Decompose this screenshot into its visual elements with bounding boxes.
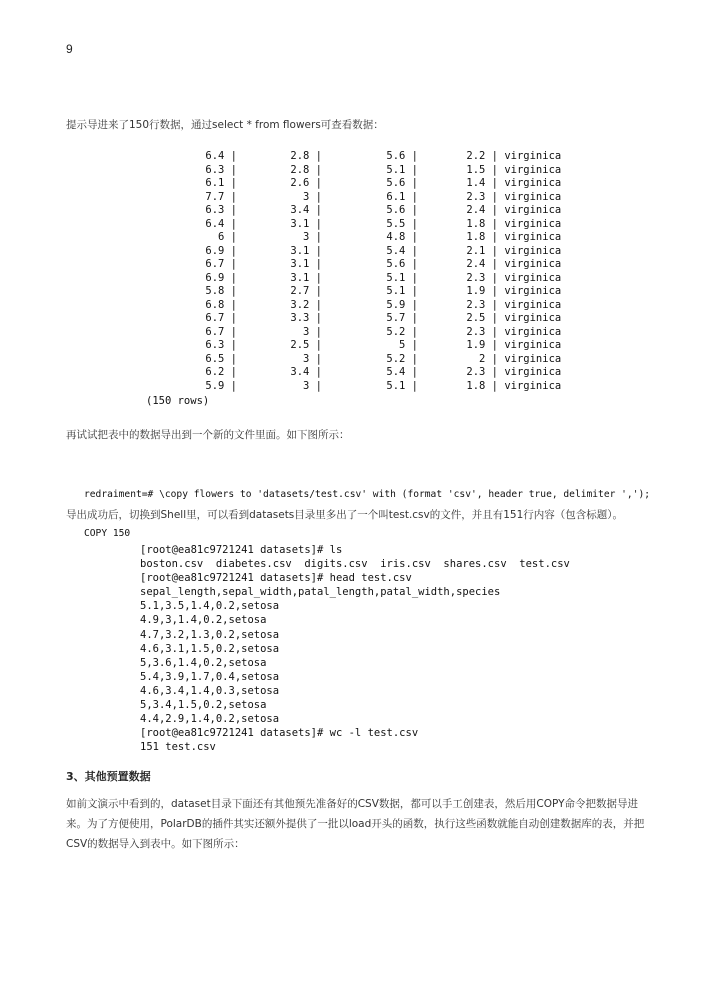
table-cell: 3 | — [303, 325, 322, 338]
table-cell: virginica — [498, 231, 562, 243]
table-cell: 2.2 | — [466, 150, 498, 162]
table-cell: 6.4 | — [205, 150, 237, 162]
table-cell: 5.6 | — [386, 177, 418, 189]
shell-line: 5,3.6,1.4,0.2,setosa — [140, 656, 267, 669]
table-cell: virginica — [498, 204, 562, 216]
table-cell: 2.5 | — [290, 339, 322, 351]
table-cell: 5.4 | — [386, 244, 418, 257]
table-cell: 2.4 | — [466, 258, 498, 270]
shell-line: sepal_length,sepal_width,patal_length,patal_width,species — [140, 586, 501, 599]
table-cell: virginica — [498, 271, 562, 284]
page-number: 9 — [66, 42, 73, 56]
row-count: (150 rows) — [146, 395, 210, 407]
table-cell: 2.3 | — [466, 366, 498, 378]
table-cell: 3.4 | — [290, 204, 322, 216]
table-cell: 2.3 | — [466, 325, 498, 338]
table-cell: 1.8 | — [466, 231, 498, 243]
shell-line: 5,3.4,1.5,0.2,setosa — [140, 699, 267, 712]
table-cell: 5.1 | — [386, 379, 418, 392]
table-cell: 5.2 | — [386, 352, 418, 365]
table-cell: virginica — [498, 366, 562, 378]
table-cell: 5.6 | — [386, 258, 418, 270]
table-cell: 3.1 | — [290, 271, 322, 284]
shell-line: 4.7,3.2,1.3,0.2,setosa — [140, 628, 280, 641]
table-cell: virginica — [498, 339, 562, 351]
shell-line: [root@ea81c9721241 datasets]# ls — [140, 544, 343, 556]
shell-line: [root@ea81c9721241 datasets]# wc -l test.csv — [140, 727, 419, 740]
table-cell: 3.1 | — [290, 217, 322, 230]
table-cell: 6.3 | — [205, 339, 237, 351]
table-cell: 6.9 | — [205, 244, 237, 257]
table-cell: virginica — [498, 190, 562, 203]
table-cell: 2.4 | — [466, 204, 498, 216]
table-cell: 6.4 | — [205, 217, 237, 230]
table-cell: 5.4 | — [386, 366, 418, 378]
table-cell: 5.9 | — [386, 298, 418, 311]
table-cell: virginica — [498, 177, 562, 189]
table-cell: 1.9 | — [466, 285, 498, 297]
table-cell: 3.2 | — [290, 298, 322, 311]
export-paragraph: 再试试把表中的数据导出到一个新的文件里面。如下图所示： — [66, 429, 350, 441]
table-cell: 5.9 | — [205, 379, 237, 392]
shell-line: 4.6,3.1,1.5,0.2,setosa — [140, 642, 280, 655]
table-cell: 6.1 | — [386, 190, 418, 203]
copy-result: COPY 150 — [84, 528, 131, 539]
table-cell: 2 | — [479, 352, 498, 365]
table-cell: 1.5 | — [466, 163, 498, 176]
shell-line: 4.4,2.9,1.4,0.2,setosa — [140, 713, 280, 726]
table-cell: 5.1 | — [386, 285, 418, 297]
shell-paragraph: 导出成功后，切换到Shell里，可以看到datasets目录里多出了一个叫test.csv的文件，并且有151行内容（包含标题）。 — [66, 509, 624, 521]
table-cell: 5.1 | — [386, 163, 418, 176]
table-cell: 3.1 | — [290, 244, 322, 257]
table-cell: virginica — [498, 298, 562, 311]
table-cell: 2.8 | — [290, 163, 322, 176]
table-cell: 6.9 | — [205, 271, 237, 284]
table-cell: 6.7 | — [205, 258, 237, 270]
table-cell: 1.8 | — [466, 217, 498, 230]
shell-line: 5.1,3.5,1.4,0.2,setosa — [140, 600, 280, 613]
table-cell: 5.1 | — [386, 271, 418, 284]
table-cell: 6.2 | — [205, 366, 237, 378]
table-cell: 5.7 | — [386, 312, 418, 324]
shell-line: boston.csv diabetes.csv digits.csv iris.csv shares.csv test.csv — [140, 558, 570, 571]
shell-line: 5.4,3.9,1.7,0.4,setosa — [140, 670, 280, 683]
table-cell: virginica — [498, 379, 562, 392]
table-cell: 6.7 | — [205, 325, 237, 338]
table-cell: virginica — [498, 150, 562, 162]
table-cell: 6.3 | — [205, 163, 237, 176]
table-cell: 3.3 | — [290, 312, 322, 324]
table-cell: 2.3 | — [466, 190, 498, 203]
table-cell: 5.6 | — [386, 204, 418, 216]
table-cell: 2.3 | — [466, 298, 498, 311]
table-cell: 3 | — [303, 231, 322, 243]
table-cell: virginica — [498, 285, 562, 297]
table-cell: 5.8 | — [205, 285, 237, 297]
table-cell: 6.1 | — [205, 177, 237, 189]
table-cell: 6 | — [218, 231, 237, 243]
table-cell: 3.1 | — [290, 258, 322, 270]
table-cell: 5.2 | — [386, 325, 418, 338]
table-cell: 2.3 | — [466, 271, 498, 284]
intro-paragraph: 提示导进来了150行数据，通过select * from flowers可查看数据： — [66, 119, 384, 131]
section-heading: 3、其他预置数据 — [66, 770, 151, 783]
table-cell: 3 | — [303, 352, 322, 365]
table-cell: 2.1 | — [466, 244, 498, 257]
table-cell: 5.5 | — [386, 217, 418, 230]
table-cell: 2.7 | — [290, 285, 322, 297]
table-cell: 3.4 | — [290, 366, 322, 378]
table-cell: virginica — [498, 163, 562, 176]
final-paragraph: 如前文演示中看到的，dataset目录下面还有其他预先准备好的CSV数据，都可以手工创建表，然后用COPY命令把数据导进来。为了方便使用，PolarDB的插件其实还额外提供了一批以load开头的函数，执行这些函数就能自动创建数据库的表，并把CSV的数据导入到表中。如下图所示： — [66, 798, 645, 850]
table-cell: virginica — [498, 352, 562, 365]
table-cell: 4.8 | — [386, 231, 418, 243]
shell-line: 4.9,3,1.4,0.2,setosa — [140, 614, 267, 627]
table-cell: 5.6 | — [386, 150, 418, 162]
table-cell: 6.3 | — [205, 204, 237, 216]
table-cell: 2.5 | — [466, 312, 498, 324]
copy-command: redraiment=# \copy flowers to 'datasets/test.csv' with (format 'csv', header true, delimiter ','); — [84, 489, 651, 500]
table-cell: 3 | — [303, 379, 322, 392]
table-cell: 6.5 | — [205, 352, 237, 365]
table-cell: 1.4 | — [466, 177, 498, 189]
table-cell: virginica — [498, 244, 562, 257]
table-cell: 2.8 | — [290, 150, 322, 162]
shell-output-block — [140, 543, 570, 754]
table-cell: virginica — [498, 217, 562, 230]
table-cell: 1.8 | — [466, 379, 498, 392]
shell-line: 4.6,3.4,1.4,0.3,setosa — [140, 684, 280, 697]
table-cell: 3 | — [303, 190, 322, 203]
table-cell: virginica — [498, 258, 562, 270]
table-cell: 5 | — [399, 339, 418, 351]
table-cell: virginica — [498, 325, 562, 338]
table-cell: 6.7 | — [205, 312, 237, 324]
table-cell: 6.8 | — [205, 298, 237, 311]
table-cell: 1.9 | — [466, 339, 498, 351]
table-cell: 7.7 | — [205, 190, 237, 203]
shell-line: 151 test.csv — [140, 741, 216, 754]
shell-line: [root@ea81c9721241 datasets]# head test.csv — [140, 572, 412, 585]
table-cell: virginica — [498, 312, 562, 324]
table-cell: 2.6 | — [290, 177, 322, 189]
